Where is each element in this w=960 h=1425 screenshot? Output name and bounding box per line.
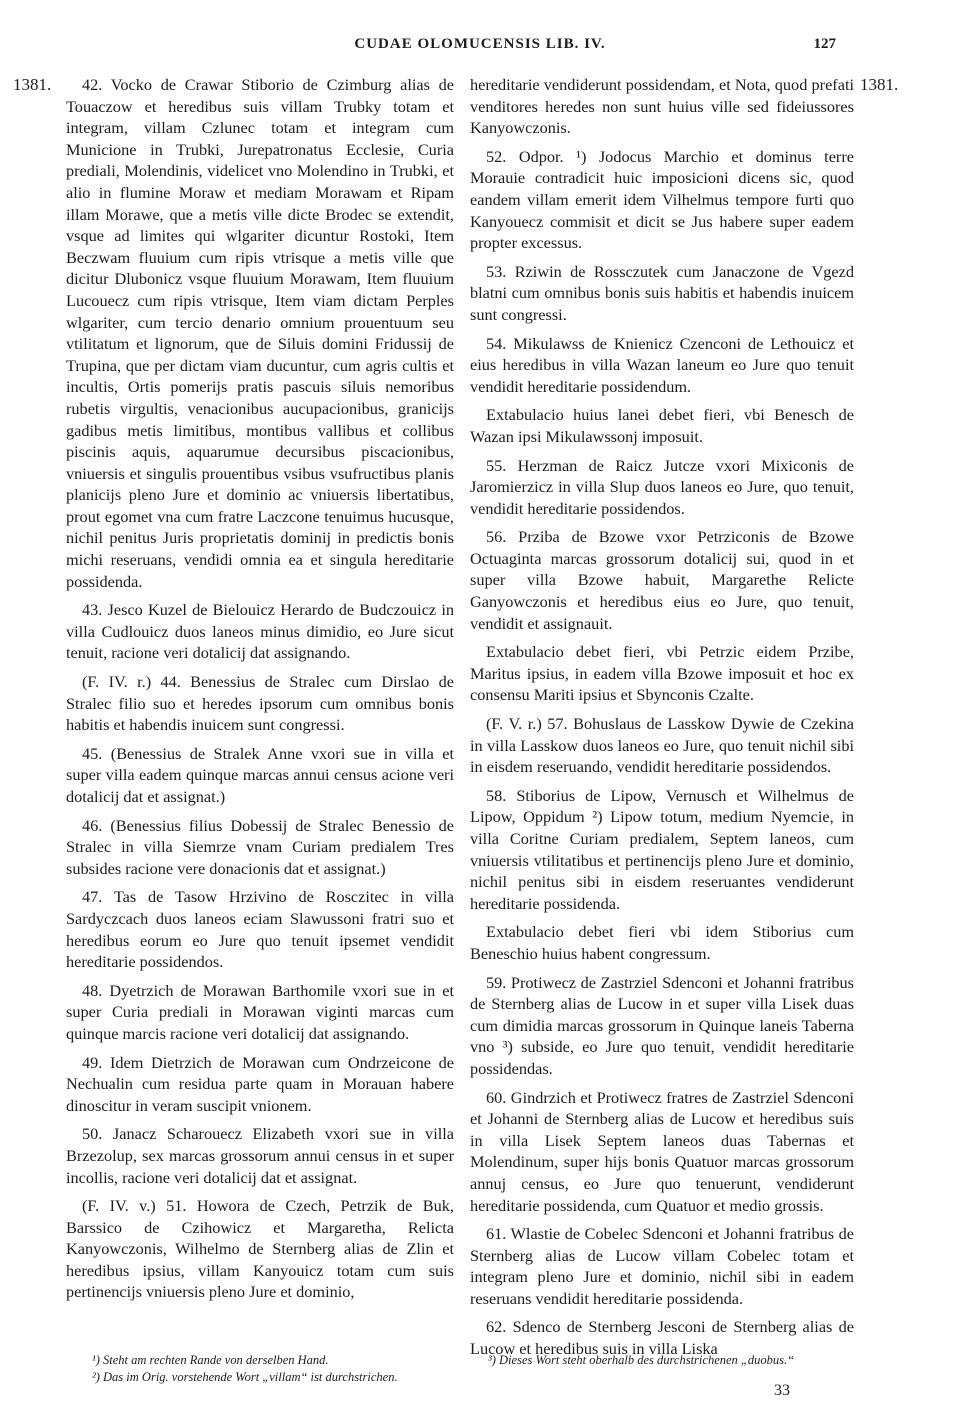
- entry-paragraph: 49. Idem Dietrzich de Morawan cum Ondrzeicone de Nechualin cum residua parte quam in Morauan habere dinoscitur in veram suscipit vnionem.: [66, 1052, 454, 1115]
- entry-paragraph: 47. Tas de Tasow Hrzivino de Rosczitec in villa Sardyczcach duos laneos eciam Slawussoni fratri suo et heredibus eorum eo Jure quo tenuit ipsemet vendidit hereditarie possidendos.: [66, 887, 454, 972]
- footnote: ³) Dieses Wort steht oberhalb des durchstrichenen „duobus.“: [488, 1353, 795, 1367]
- footnote: ¹) Steht am rechten Rande von derselben Hand.: [92, 1353, 329, 1367]
- entry-paragraph: 43. Jesco Kuzel de Bielouicz Herardo de Budczouicz in villa Cudlouicz duos laneos minus dimidio, eo Jure sicut tenuit, racione veri dotalicij dat assignando.: [66, 600, 454, 663]
- extabulation-note: Extabulacio debet fieri vbi idem Stiborius cum Beneschio huius habent congressum.: [470, 922, 854, 963]
- margin-year-left: 1381.: [13, 75, 52, 94]
- running-title: CUDAE OLOMUCENSIS LIB. IV.: [354, 36, 606, 52]
- entry-paragraph: 60. Gindrzich et Protiwecz fratres de Zastrziel Sdenconi et Johanni de Sternberg alias de Lucow et heredibus suis in villa Lisek Septem laneos duas Tabernas et Molendinum, super hijs bonis Quatuor marcas grossorum annuj census, eo Jure quo tenuerunt, vendiderunt hereditarie possidenda, cum Quatuor et medio grossis.: [470, 1087, 854, 1215]
- entry-paragraph: (F. IV. v.) 51. Howora de Czech, Petrzik de Buk, Barssico de Czihowicz et Margaretha, Relicta Kanyowczonis, Wilhelmo de Sternberg alias de Zlin et heredibus ipsius, villam Kanyouicz totam cum suis pertinencijs vniuersis pleno Jure et dominio,: [66, 1196, 454, 1302]
- sheet-number-wrap: [0, 1382, 960, 1400]
- footnote: ²) Das im Orig. vorstehende Wort „villam“ ist durchstrichen.: [92, 1370, 398, 1384]
- entry-paragraph: 53. Rziwin de Rossczutek cum Janaczone de Vgezd blatni cum omnibus bonis suis habitis et habendis inuicem sunt congressi.: [470, 261, 854, 324]
- page-number: 127: [813, 36, 836, 52]
- entry-paragraph: 50. Janacz Scharouecz Elizabeth vxori sue in villa Brzezolup, sex marcas grossorum annui census in et super incollis, racione veri dotalicij dat et assignat.: [66, 1124, 454, 1187]
- entry-paragraph: 42. Vocko de Crawar Stiborio de Czimburg alias de Touaczow et heredibus suis villam Trubky totam et integram, villam Czlunec totam et integram cum Municione in Trubki, Jurepatronatus Ecclesie, Curia prediali, Molendinis, videlicet vno Molendino in Trubki, et alio in flumine Moraw et mediam Morawam et Ripam illam Morawe, que a metis ville dicte Brodec se extendit, vsque ad limites qui wlgariter dicuntur Rostoki, Item Beczwam fluuium cum ripis vtrisque a metis ville que dicitur Dlubonicz vsque fluuium Morawam, Item fluuium Lucouecz cum ripis vtrisque, Item viam dictam Perples wlgariter, cum tercio denario omnium prouentuum seu vtilitatum et lignorum, que de Siluis domini Fridussij de Trupina, que per dictam viam ducuntur, cum agris cultis et incultis, Ortis pomerijs pratis pascuis siluis nemoribus rubetis virgultis, venacionibus aucupacionibus, granicijs gadibus metis limitibus, montibus vallibus et collibus piscinis aquis, aquarumue decursibus piscacionibus, vniuersis et singulis prouentibus vsibus vsufructibus planis planicijs pleno Jure et dominio ac vniuersis libertatibus, prout egomet vna cum fratre Laczcone tenuimus hucusque, nichil penitus Juris proprietatis dominij in predictis bonis michi reseruans, vendidi omnia ea et singula hereditarie possidenda.: [66, 75, 454, 591]
- entry-paragraph: 46. (Benessius filius Dobessij de Stralec Benessio de Stralec in villa Siemrze vnam Curiam predialem Tres subsides racione vere donacionis dat et assignat.): [66, 815, 454, 878]
- entry-paragraph: 62. Sdenco de Sternberg Jesconi de Sternberg alias de Lucow et heredibus suis in villa Liska: [470, 1317, 854, 1359]
- entry-paragraph: 52. Odpor. ¹) Jodocus Marchio et dominus terre Morauie contradicit huic imposicioni dicens sic, quod eandem villam emerit idem Vilhelmus tempore furti quo Kanyouecz commisit et dicit se Jus habere super eadem propter excessus.: [470, 146, 854, 253]
- footnotes-left: [92, 1352, 472, 1386]
- entry-paragraph: 58. Stiborius de Lipow, Vernusch et Wilhelmus de Lipow, Oppidum ²) Lipow totum, medium Nyemcie, in villa Coritne Curiam predialem, Septem laneos, cum vniuersis vtilitatibus et pertinencijs pleno Jure et dominio, nichil penitus sibi in eisdem reseruantes vendiderunt hereditarie possidenda.: [470, 785, 854, 913]
- left-column: [66, 74, 454, 1310]
- extabulation-note: Extabulacio debet fieri, vbi Petrzic eidem Przibe, Maritus ipsius, in eadem villa Bzowe imposuit et hoc ex consensu Mariti ipsius et Sbynconis Czalte.: [470, 642, 854, 705]
- entry-paragraph: (F. V. r.) 57. Bohuslaus de Lasskow Dywie de Czekina in villa Lasskow duos laneos eo Jure, quo tenuit nichil sibi in eisdem reseruando, vendidit hereditarie possidendos.: [470, 714, 854, 777]
- extabulation-note: Extabulacio huius lanei debet fieri, vbi Benesch de Wazan ipsi Mikulawssonj imposuit.: [470, 405, 854, 446]
- entry-paragraph: 61. Wlastie de Cobelec Sdenconi et Johanni fratribus de Sternberg alias de Lucow villam Cobelec totam et integram pleno Jure et dominio, nichil sibi in eadem reseruans vendidit hereditarie possidenda.: [470, 1224, 854, 1308]
- right-column: [470, 74, 854, 1367]
- sheet-number: 33: [774, 1382, 790, 1399]
- footnotes-right: [488, 1352, 888, 1369]
- entry-paragraph: 54. Mikulawss de Knienicz Czenconi de Lethouicz et eius heredibus in villa Wazan laneum eo Jure quo tenuit vendidit hereditarie possidendum.: [470, 333, 854, 396]
- page-header: [0, 36, 960, 60]
- entry-paragraph: 45. (Benessius de Stralek Anne vxori sue in villa et super villa eadem quinque marcas annui census acione veri dotalicij dat et assignat.): [66, 743, 454, 806]
- entry-paragraph: 59. Protiwecz de Zastrziel Sdenconi et Johanni fratribus de Sternberg alias de Lucow in et super villa Lisek duas cum dimidia marcas grossorum in Quinque laneis Taberna vno ³) subside, eo Jure quo tenuit, vendidit hereditarie possidendas.: [470, 972, 854, 1078]
- margin-year-right: 1381.: [860, 75, 899, 94]
- entry-paragraph: 48. Dyetrzich de Morawan Barthomile vxori sue in et super Curia prediali in Morawan viginti marcas cum quinque marcis racione veri dotalicij dat assignando.: [66, 980, 454, 1043]
- entry-paragraph: 55. Herzman de Raicz Jutcze vxori Mixiconis de Jaromierzicz in villa Slup duos laneos eo Jure, quo tenuit, vendidit hereditarie possidendos.: [470, 455, 854, 518]
- entry-paragraph: 56. Prziba de Bzowe vxor Petrziconis de Bzowe Octuaginta marcas grossorum dotalicij sui, quod in et super villa Bzowe habuit, Margarethe Relicte Ganyowczonis et heredibus eius eo Jure, quo tenuit, vendidit et assignauit.: [470, 527, 854, 633]
- entry-paragraph-continued: hereditarie vendiderunt possidendam, et Nota, quod prefati venditores heredes non sunt huius ville sed fideiussores Kanyowczonis.: [470, 75, 854, 138]
- entry-paragraph: (F. IV. r.) 44. Benessius de Stralec cum Dirslao de Stralec filio suo et heredes ipsorum cum omnibus bonis habitis et habendis inuicem sunt congressi.: [66, 672, 454, 735]
